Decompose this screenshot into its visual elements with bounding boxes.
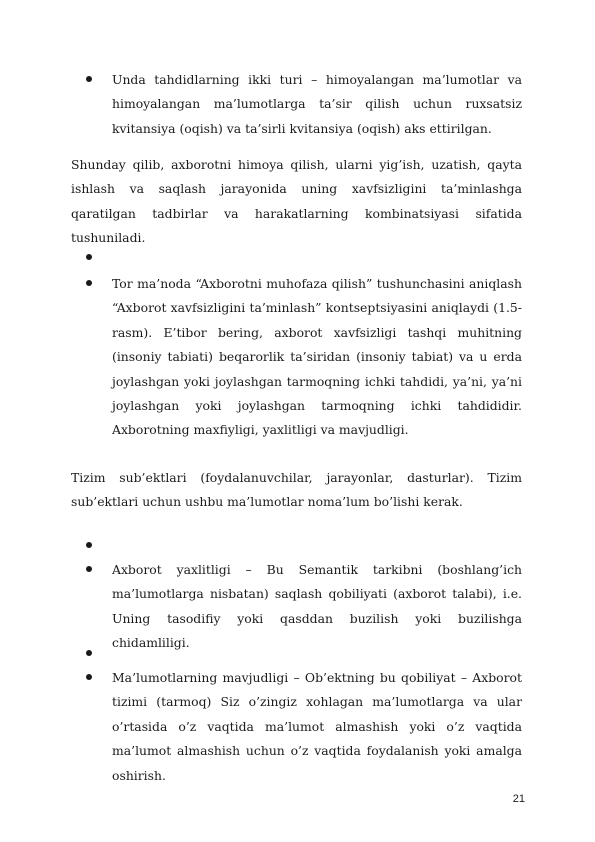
list-item-text: Unda tahdidlarning ikki turi – himoyalangan ma’lumotlar va himoyalangan ma’lumotlarga ta’sir qilish uchun ruxsatsiz kvitansiya (oqish) va ta’sirli kvitansiya (oqish) aks ettirilgan. [112, 72, 522, 136]
bullet-icon [86, 76, 92, 82]
bullet-icon [86, 254, 92, 260]
bullet-icon [86, 280, 92, 286]
list-item-text: Axborot yaxlitligi – Bu Semantik tarkibni (boshlang’ich ma’lumotlarga nisbatan) saqlash qobiliyati (axborot talabi), i.e. Uning tasodifiy yoki qasddan buzilish yoki buzilishga chidamliligi. [112, 562, 522, 651]
body-paragraph: Tizim sub’ektlari (foydalanuvchilar, jarayonlar, dasturlar). Tizim sub’ektlari uchun ushbu ma’lumotlar noma’lum bo’lishi kerak. [71, 470, 522, 510]
bullet-icon [86, 566, 92, 572]
page-number: 21 [512, 793, 525, 805]
bullet-icon [86, 542, 92, 548]
list-item-text: Tor ma’noda “Axborotni muhofaza qilish” tushunchasini aniqlash “Axborot xavfsizligini ta’minlash” kontseptsiyasini aniqlaydi (1.5-rasm). E’tibor bering, axborot xavfsizligi tashqi muhitning (insoniy tabiati) beqarorlik ta’siridan (insoniy tabiat) va u erda joylashgan yoki joylashgan tarmoqning ichki tahdidi, ya’ni, ya’ni joylashgan yoki joylashgan tarmoqning ichki tahdididir. Axborotning maxfiyligi, yaxlitligi va mavjudligi. [112, 276, 522, 438]
bullet-icon [86, 650, 92, 656]
bullet-icon [86, 674, 92, 680]
body-paragraph: Shunday qilib, axborotni himoya qilish, ularni yig’ish, uzatish, qayta ishlash va saqlash jarayonida uning xavfsizligini ta’minlashga qaratilgan tadbirlar va harakatlarning kombinatsiyasi sifatida tushuniladi. [71, 157, 522, 246]
list-item-text: Ma’lumotlarning mavjudligi – Ob’ektning bu qobiliyat – Axborot tizimi (tarmoq) Siz o’zingiz xohlagan ma’lumotlarga va ular o’rtasida o’z vaqtida ma’lumot almashish yoki o’z vaqtida ma’lumot almashish uchun o’z vaqtida foydalanish yoki amalga oshirish. [112, 670, 522, 783]
